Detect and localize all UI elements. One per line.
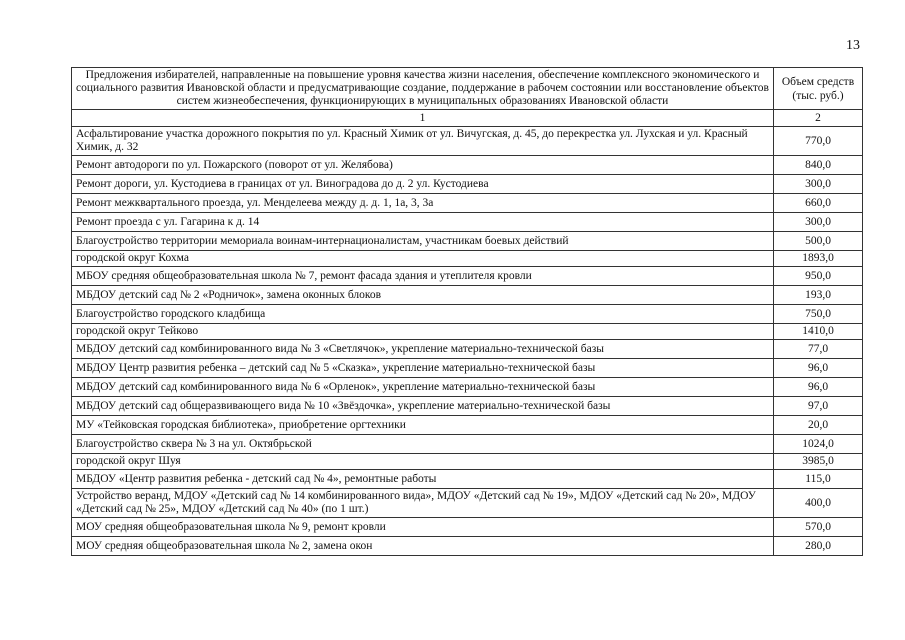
table-row — [72, 305, 863, 324]
amount-cell: 660,0 — [774, 194, 863, 213]
proposals-table — [71, 67, 863, 556]
page-number: 13 — [846, 38, 860, 53]
group-name-cell: городской округ Тейково — [72, 324, 774, 340]
table-row — [72, 435, 863, 454]
description-cell: Ремонт межквартального проезда, ул. Менделеева между д. д. 1, 1а, 3, 3а — [72, 194, 774, 213]
amount-cell: 77,0 — [774, 340, 863, 359]
table-row — [72, 127, 863, 156]
amount-cell: 1024,0 — [774, 435, 863, 454]
table-body — [72, 127, 863, 556]
amount-cell: 400,0 — [774, 489, 863, 518]
table-row — [72, 286, 863, 305]
description-cell: МОУ средняя общеобразовательная школа № 2, замена окон — [72, 537, 774, 556]
amount-cell: 115,0 — [774, 470, 863, 489]
description-cell: МБДОУ Центр развития ребенка – детский сад № 5 «Сказка», укрепление материально-технической базы — [72, 359, 774, 378]
amount-cell: 96,0 — [774, 359, 863, 378]
table-row — [72, 378, 863, 397]
group-total-row — [72, 454, 863, 470]
description-cell: Устройство веранд, МДОУ «Детский сад № 14 комбинированного вида», МДОУ «Детский сад № 19», МДОУ «Детский сад № 20», МДОУ «Детский сад № 25», МДОУ «Детский сад № 40» (по 1 шт.) — [72, 489, 774, 518]
amount-cell: 500,0 — [774, 232, 863, 251]
group-total-amount-cell: 3985,0 — [774, 454, 863, 470]
amount-cell: 570,0 — [774, 518, 863, 537]
table-row — [72, 416, 863, 435]
description-cell: МБДОУ детский сад № 2 «Родничок», замена оконных блоков — [72, 286, 774, 305]
table-row — [72, 175, 863, 194]
description-cell: Благоустройство городского кладбища — [72, 305, 774, 324]
description-cell: Асфальтирование участка дорожного покрытия по ул. Красный Химик от ул. Вичугская, д. 45, до перекрестка ул. Лухская и ул. Красный Химик, д. 32 — [72, 127, 774, 156]
table-row — [72, 232, 863, 251]
header-amount: Объем средств (тыс. руб.) — [774, 68, 863, 110]
amount-cell: 193,0 — [774, 286, 863, 305]
table-row — [72, 489, 863, 518]
description-cell: МБДОУ детский сад общеразвивающего вида № 10 «Звёздочка», укрепление материально-технической базы — [72, 397, 774, 416]
group-total-amount-cell: 1893,0 — [774, 251, 863, 267]
amount-cell: 300,0 — [774, 175, 863, 194]
table-row — [72, 194, 863, 213]
description-cell: МБДОУ детский сад комбинированного вида № 3 «Светлячок», укрепление материально-технической базы — [72, 340, 774, 359]
column-number-2: 2 — [774, 110, 863, 127]
group-name-cell: городской округ Шуя — [72, 454, 774, 470]
description-cell: Ремонт дороги, ул. Кустодиева в границах от ул. Виноградова до д. 2 ул. Кустодиева — [72, 175, 774, 194]
amount-cell: 750,0 — [774, 305, 863, 324]
column-number-row — [72, 110, 863, 127]
group-total-amount-cell: 1410,0 — [774, 324, 863, 340]
amount-cell: 840,0 — [774, 156, 863, 175]
group-total-row — [72, 251, 863, 267]
table-row — [72, 213, 863, 232]
table-row — [72, 156, 863, 175]
amount-cell: 770,0 — [774, 127, 863, 156]
header-description: Предложения избирателей, направленные на повышение уровня качества жизни населения, обеспечение комплексного экономического и социального развития Ивановской области и предусматривающие создание, поддержание в рабочем состоянии или восстановление объектов систем жизнеобеспечения, функционирующих в муниципальных образованиях Ивановской области — [72, 68, 774, 110]
table-row — [72, 267, 863, 286]
description-cell: МБДОУ «Центр развития ребенка - детский сад № 4», ремонтные работы — [72, 470, 774, 489]
description-cell: Благоустройство сквера № 3 на ул. Октябрьской — [72, 435, 774, 454]
table-row — [72, 470, 863, 489]
amount-cell: 20,0 — [774, 416, 863, 435]
table-row — [72, 537, 863, 556]
description-cell: МБОУ средняя общеобразовательная школа № 7, ремонт фасада здания и утеплителя кровли — [72, 267, 774, 286]
group-name-cell: городской округ Кохма — [72, 251, 774, 267]
group-total-row — [72, 324, 863, 340]
amount-cell: 97,0 — [774, 397, 863, 416]
description-cell: МБДОУ детский сад комбинированного вида № 6 «Орленок», укрепление материально-технической базы — [72, 378, 774, 397]
description-cell: Ремонт автодороги по ул. Пожарского (поворот от ул. Желябова) — [72, 156, 774, 175]
table-row — [72, 340, 863, 359]
description-cell: Благоустройство территории мемориала воинам-интернационалистам, участникам боевых действий — [72, 232, 774, 251]
amount-cell: 280,0 — [774, 537, 863, 556]
description-cell: МУ «Тейковская городская библиотека», приобретение оргтехники — [72, 416, 774, 435]
table-header-row — [72, 68, 863, 110]
table-row — [72, 397, 863, 416]
table-row — [72, 518, 863, 537]
column-number-1: 1 — [72, 110, 774, 127]
amount-cell: 300,0 — [774, 213, 863, 232]
description-cell: Ремонт проезда с ул. Гагарина к д. 14 — [72, 213, 774, 232]
amount-cell: 96,0 — [774, 378, 863, 397]
description-cell: МОУ средняя общеобразовательная школа № 9, ремонт кровли — [72, 518, 774, 537]
table-row — [72, 359, 863, 378]
amount-cell: 950,0 — [774, 267, 863, 286]
